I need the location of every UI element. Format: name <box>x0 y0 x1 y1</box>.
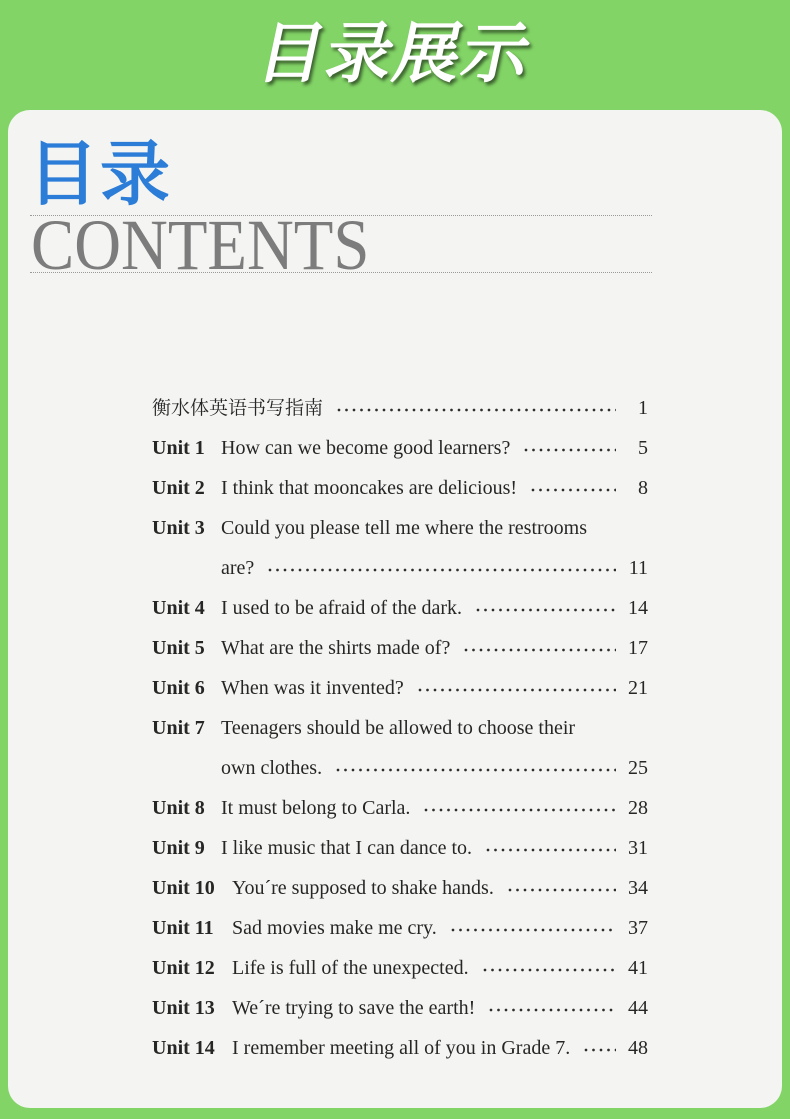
toc-entry <box>152 588 648 628</box>
toc-unit-label: Unit 9 <box>152 837 205 859</box>
toc-page-number: 1 <box>638 397 648 419</box>
toc-entry-title: Sad movies make me cry. <box>232 917 437 939</box>
toc-unit-label: Unit 5 <box>152 637 205 659</box>
toc-entry <box>152 1028 648 1068</box>
toc-entry <box>152 388 648 428</box>
toc-entry-title: What are the shirts made of? <box>221 637 451 659</box>
toc-entry-title: Life is full of the unexpected. <box>232 957 469 979</box>
toc-page-number: 17 <box>628 637 648 659</box>
heading-divider-bottom <box>30 272 652 273</box>
toc-page-number: 44 <box>628 997 648 1019</box>
toc-entry <box>152 788 648 828</box>
toc-entry-title: I remember meeting all of you in Grade 7. <box>232 1037 571 1059</box>
toc-entry-title: It must belong to Carla. <box>221 797 411 819</box>
toc-entry <box>152 708 648 748</box>
toc-unit-label: Unit 1 <box>152 437 205 459</box>
toc-page-number: 25 <box>628 757 648 779</box>
dot-leader <box>476 608 616 612</box>
toc-unit-label: Unit 12 <box>152 957 215 979</box>
dot-leader <box>524 448 616 452</box>
contents-heading-chinese: 目录 <box>28 133 172 215</box>
dot-leader <box>531 488 616 492</box>
banner-title-text: 目录展示 <box>250 15 540 92</box>
toc-entry-title: I used to be afraid of the dark. <box>221 597 463 619</box>
dot-leader <box>424 808 616 812</box>
toc-entry-title: 衡水体英语书写指南 <box>152 397 324 419</box>
toc-entry-title: are? <box>221 557 255 579</box>
dot-leader <box>418 688 616 692</box>
toc-unit-label: Unit 11 <box>152 917 214 939</box>
toc-page-number: 5 <box>638 437 648 459</box>
dot-leader <box>508 888 616 892</box>
toc-entry-title: Could you please tell me where the restrooms <box>221 517 588 539</box>
toc-entry-title: I think that mooncakes are delicious! <box>221 477 518 499</box>
toc-entry-title: How can we become good learners? <box>221 437 511 459</box>
toc-unit-label: Unit 10 <box>152 877 215 899</box>
toc-unit-label: Unit 6 <box>152 677 205 699</box>
toc-page-number: 21 <box>628 677 648 699</box>
toc-entry-title: own clothes. <box>221 757 323 779</box>
dot-leader <box>464 648 616 652</box>
dot-leader <box>486 848 616 852</box>
toc-unit-label: Unit 3 <box>152 517 205 539</box>
toc-entry <box>152 508 648 548</box>
toc-entry <box>152 988 648 1028</box>
toc-list <box>152 388 648 1068</box>
toc-entry-title: You´re supposed to shake hands. <box>232 877 494 899</box>
toc-entry-title: We´re trying to save the earth! <box>232 997 476 1019</box>
toc-entry-title: When was it invented? <box>221 677 404 699</box>
toc-unit-label: Unit 14 <box>152 1037 215 1059</box>
toc-entry-continuation <box>152 548 648 588</box>
toc-entry <box>152 908 648 948</box>
toc-page-number: 37 <box>628 917 648 939</box>
toc-page-number: 14 <box>628 597 648 619</box>
toc-page-number: 28 <box>628 797 648 819</box>
toc-entry <box>152 468 648 508</box>
toc-page-number: 48 <box>628 1037 648 1059</box>
dot-leader <box>584 1048 616 1052</box>
toc-entry <box>152 428 648 468</box>
toc-entry-title: Teenagers should be allowed to choose their <box>221 717 576 739</box>
dot-leader <box>336 768 616 772</box>
toc-unit-label: Unit 4 <box>152 597 205 619</box>
dot-leader <box>268 568 616 572</box>
dot-leader <box>337 408 616 412</box>
toc-entry <box>152 948 648 988</box>
contents-page-card <box>8 110 782 1108</box>
toc-page-number: 31 <box>628 837 648 859</box>
toc-page-number: 34 <box>628 877 648 899</box>
toc-entry-continuation <box>152 748 648 788</box>
toc-entry <box>152 828 648 868</box>
toc-page-number: 11 <box>628 557 648 579</box>
banner-title <box>0 16 790 92</box>
toc-unit-label: Unit 7 <box>152 717 205 739</box>
contents-heading-english: CONTENTS <box>31 205 370 285</box>
toc-entry-title: I like music that I can dance to. <box>221 837 473 859</box>
toc-unit-label: Unit 2 <box>152 477 205 499</box>
toc-page-number: 41 <box>628 957 648 979</box>
dot-leader <box>483 968 616 972</box>
toc-page-number: 8 <box>638 477 648 499</box>
dot-leader <box>489 1008 616 1012</box>
toc-entry <box>152 868 648 908</box>
toc-unit-label: Unit 13 <box>152 997 215 1019</box>
toc-unit-label: Unit 8 <box>152 797 205 819</box>
toc-entry <box>152 668 648 708</box>
toc-entry <box>152 628 648 668</box>
dot-leader <box>451 928 616 932</box>
